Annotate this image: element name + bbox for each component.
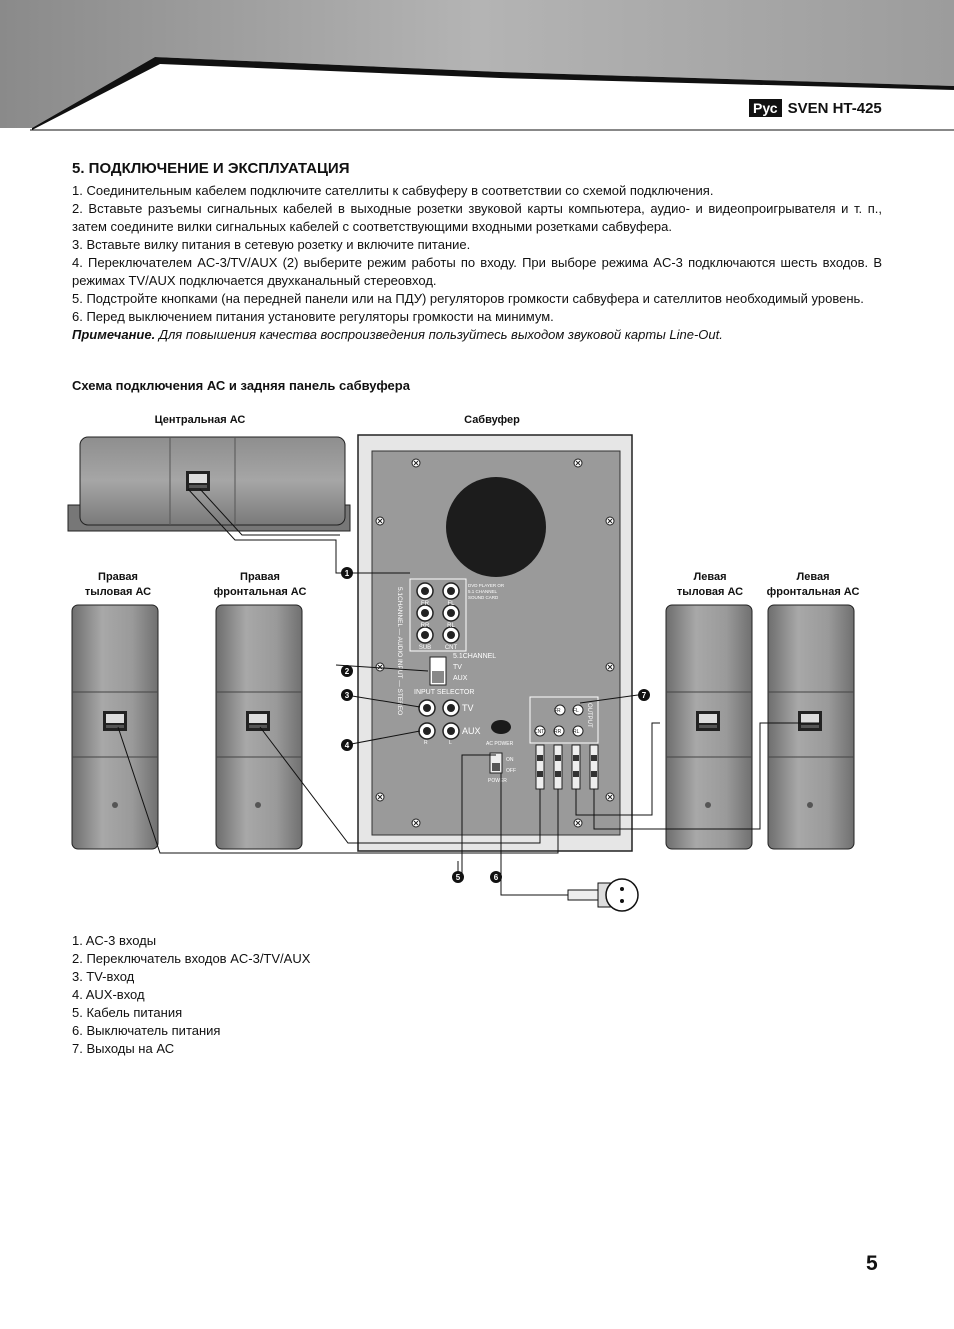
paragraph: 6. Перед выключением питания установите регуляторы громкости на минимум. xyxy=(72,309,554,324)
legend-item: 2. Переключатель входов AC-3/TV/AUX xyxy=(72,951,311,966)
out-label: FR xyxy=(554,708,561,714)
right-rear-speaker xyxy=(72,605,158,849)
section-title: 5. ПОДКЛЮЧЕНИЕ И ЭКСПЛУАТАЦИЯ xyxy=(72,160,350,177)
on-label: ON xyxy=(506,757,514,763)
lr-label: L xyxy=(449,740,452,746)
legend-item: 5. Кабель питания xyxy=(72,1005,183,1020)
out-label: CNT xyxy=(534,729,545,735)
jack-label: CNT xyxy=(444,645,458,651)
marker-4: 4 xyxy=(344,741,350,750)
legend-item: 4. AUX-вход xyxy=(72,987,145,1002)
marker-5: 5 xyxy=(455,873,461,882)
power-label: POWER xyxy=(488,778,507,784)
header-tag xyxy=(749,99,882,117)
label-subwoofer: Сабвуфер xyxy=(464,414,520,426)
legend xyxy=(72,932,310,1058)
page-number: 5 xyxy=(866,1252,878,1275)
selector-option: TV xyxy=(453,664,462,671)
paragraph: 2. Вставьте разъемы сигнальных кабелей в выходные розетки звуковой карты компьютера, аудио- и видеопроигрывателя и т. п., затем соедините вилки сигнальных кабелей с соответствующими входными розетками сабвуфера. xyxy=(72,201,882,234)
aux-label: AUX xyxy=(462,726,481,736)
legend-item: 3. TV-вход xyxy=(72,969,135,984)
tv-label: TV xyxy=(462,703,474,713)
legend-item: 6. Выключатель питания xyxy=(72,1023,221,1038)
jack-label: RL xyxy=(447,623,455,629)
lang-badge: Рус xyxy=(749,99,782,117)
jack-label: SUB xyxy=(418,645,432,651)
diagram-title: Схема подключения АС и задняя панель сабвуфера xyxy=(72,378,410,393)
note-text: Для повышения качества воспроизведения пользуйтесь выходом звуковой карты Line-Out. xyxy=(155,327,723,342)
label-right-front: Правая фронтальная АС xyxy=(213,571,307,598)
out-label: RL xyxy=(573,729,580,735)
label-right-rear: Правая тыловая АС xyxy=(84,571,152,598)
selector-option: 5.1CHANNEL xyxy=(453,653,497,660)
dvd-text: SOUND CARD xyxy=(468,595,499,600)
out-label: RR xyxy=(554,729,562,735)
ac-power-label: AC POWER xyxy=(486,741,514,747)
paragraph: 4. Переключателем AC-3/TV/AUX (2) выберите режим работы по входу. При выборе режима AC-3 подключаются шесть входов. В режимах TV/AUX подключается двухканальный стереовход. xyxy=(72,255,882,288)
lr-label: R xyxy=(424,740,428,746)
jack-label: FR xyxy=(421,601,429,607)
right-front-speaker xyxy=(216,605,302,849)
marker-2: 2 xyxy=(344,667,350,676)
marker-7: 7 xyxy=(641,691,647,700)
legend-item: 7. Выходы на АС xyxy=(72,1041,175,1056)
off-label: OFF xyxy=(506,768,516,774)
output-title: OUTPUT xyxy=(586,703,592,728)
jack-label: RR xyxy=(420,623,430,629)
model-name: SVEN HT-425 xyxy=(787,99,882,117)
paragraph: 3. Вставьте вилку питания в сетевую розетку и включите питание. xyxy=(72,237,471,252)
jack-label: FL xyxy=(447,601,455,607)
dvd-text: DVD PLAYER OR xyxy=(468,583,505,588)
header-band xyxy=(0,0,954,140)
legend-item: 1. AC-3 входы xyxy=(72,933,157,948)
label-left-front: Левая фронтальная АС xyxy=(766,571,860,598)
selector-title: INPUT SELECTOR xyxy=(414,689,475,696)
dvd-text: 5.1 CHANNEL xyxy=(468,589,498,594)
connection-diagram xyxy=(60,405,890,925)
subwoofer-rear-panel xyxy=(358,435,632,851)
side-text: 5.1CHANNEL — AUDIO INPUT — STEREO xyxy=(396,587,403,716)
paragraph: 5. Подстройте кнопками (на передней панели или на ПДУ) регуляторов громкости сабвуфера и сателлитов необходимый уровень. xyxy=(72,291,864,306)
label-center-speaker: Центральная АС xyxy=(154,414,246,426)
note xyxy=(72,326,882,344)
marker-1: 1 xyxy=(344,569,350,578)
center-speaker xyxy=(68,437,350,531)
label-left-rear: Левая тыловая АС xyxy=(676,571,744,598)
out-label: FL xyxy=(573,708,579,714)
section xyxy=(72,160,882,344)
selector-option: AUX xyxy=(453,675,468,682)
paragraph: 1. Соединительным кабелем подключите сателлиты к сабвуферу в соответствии со схемой подключения. xyxy=(72,183,714,198)
note-label: Примечание. xyxy=(72,327,156,342)
marker-6: 6 xyxy=(493,873,499,882)
diagram-art xyxy=(60,405,890,925)
left-front-speaker xyxy=(768,605,854,849)
left-rear-speaker xyxy=(666,605,752,849)
marker-3: 3 xyxy=(344,691,350,700)
power-plug xyxy=(568,879,638,911)
